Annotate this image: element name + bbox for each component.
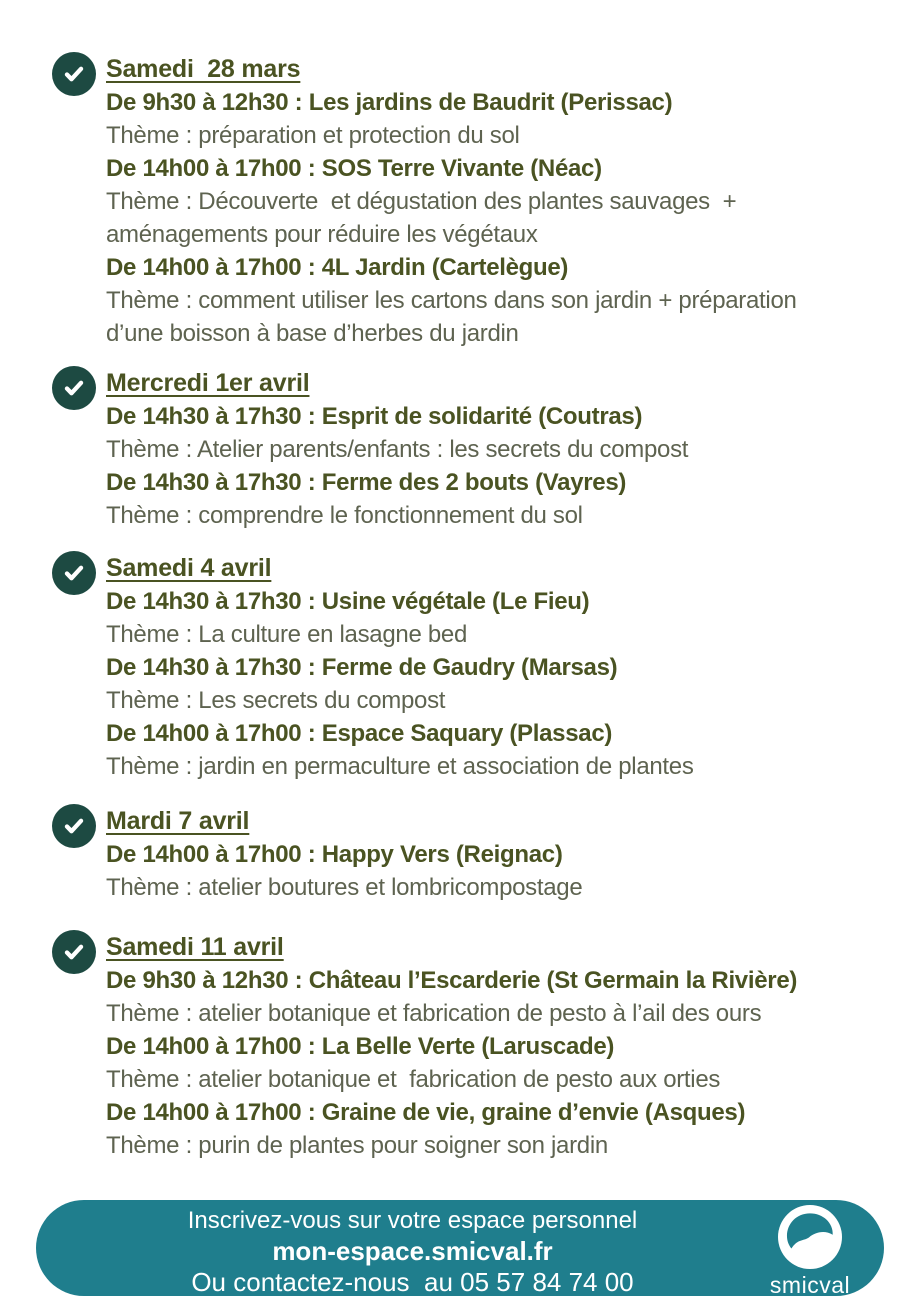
theme-line: Thème : préparation et protection du sol	[106, 122, 520, 149]
check-icon	[52, 366, 96, 410]
theme-line-continued: d’une boisson à base d’herbes du jardin	[106, 320, 519, 347]
theme-line-continued: aménagements pour réduire les végétaux	[106, 221, 538, 248]
smicval-logo-label: smicval	[769, 1272, 851, 1298]
footer-banner	[36, 1200, 884, 1296]
event-date-section-4-avril	[0, 552, 920, 783]
date-heading: Samedi 11 avril	[106, 933, 284, 961]
theme-line: Thème : Les secrets du compost	[106, 687, 446, 714]
theme-line: Thème : purin de plantes pour soigner son jardin	[106, 1132, 608, 1159]
theme-line: Thème : atelier botanique et fabrication de pesto aux orties	[106, 1066, 721, 1093]
event-line: De 14h00 à 17h00 : Graine de vie, graine d’envie (Asques)	[106, 1099, 746, 1126]
event-date-section-11-avril	[0, 931, 920, 1162]
theme-line: Thème : Découverte et dégustation des plantes sauvages +	[106, 188, 737, 215]
theme-line: Thème : Atelier parents/enfants : les secrets du compost	[106, 436, 689, 463]
event-date-section-28-mars	[0, 53, 920, 350]
theme-line: Thème : atelier botanique et fabrication de pesto à l’ail des ours	[106, 1000, 762, 1027]
theme-line: Thème : jardin en permaculture et association de plantes	[106, 753, 694, 780]
theme-line: Thème : comment utiliser les cartons dans son jardin + préparation	[106, 287, 797, 314]
smicval-logo	[769, 1205, 851, 1298]
event-line: De 14h00 à 17h00 : Happy Vers (Reignac)	[106, 841, 563, 868]
event-line: De 14h00 à 17h00 : SOS Terre Vivante (Néac)	[106, 155, 602, 182]
footer-text-block	[36, 1205, 789, 1298]
event-line: De 14h30 à 17h30 : Usine végétale (Le Fieu)	[106, 588, 590, 615]
event-date-section-1er-avril	[0, 367, 920, 532]
date-heading: Samedi 4 avril	[106, 554, 272, 582]
footer-contact-line: Ou contactez-nous au 05 57 84 74 00	[191, 1267, 634, 1297]
event-line: De 14h00 à 17h00 : Espace Saquary (Plassac)	[106, 720, 613, 747]
check-icon	[52, 52, 96, 96]
date-heading: Mercredi 1er avril	[106, 369, 310, 397]
theme-line: Thème : La culture en lasagne bed	[106, 621, 468, 648]
check-icon	[52, 804, 96, 848]
event-date-section-7-avril	[0, 805, 920, 904]
event-line: De 14h00 à 17h00 : La Belle Verte (Laruscade)	[106, 1033, 615, 1060]
theme-line: Thème : comprendre le fonctionnement du sol	[106, 502, 583, 529]
event-line: De 9h30 à 12h30 : Château l’Escarderie (St Germain la Rivière)	[106, 967, 798, 994]
espace-url-link[interactable]: mon-espace.smicval.fr	[272, 1236, 553, 1266]
event-line: De 9h30 à 12h30 : Les jardins de Baudrit (Perissac)	[106, 89, 673, 116]
check-icon	[52, 930, 96, 974]
event-line: De 14h30 à 17h30 : Ferme de Gaudry (Marsas)	[106, 654, 618, 681]
event-line: De 14h00 à 17h00 : 4L Jardin (Cartelègue)	[106, 254, 569, 281]
check-icon	[52, 551, 96, 595]
theme-line: Thème : atelier boutures et lombricompostage	[106, 874, 583, 901]
date-heading: Mardi 7 avril	[106, 807, 250, 835]
event-line: De 14h30 à 17h30 : Esprit de solidarité (Coutras)	[106, 403, 643, 430]
footer-invite-line: Inscrivez-vous sur votre espace personnel	[187, 1207, 638, 1234]
date-heading: Samedi 28 mars	[106, 55, 301, 83]
smicval-logo-icon	[778, 1205, 842, 1274]
event-line: De 14h30 à 17h30 : Ferme des 2 bouts (Vayres)	[106, 469, 627, 496]
